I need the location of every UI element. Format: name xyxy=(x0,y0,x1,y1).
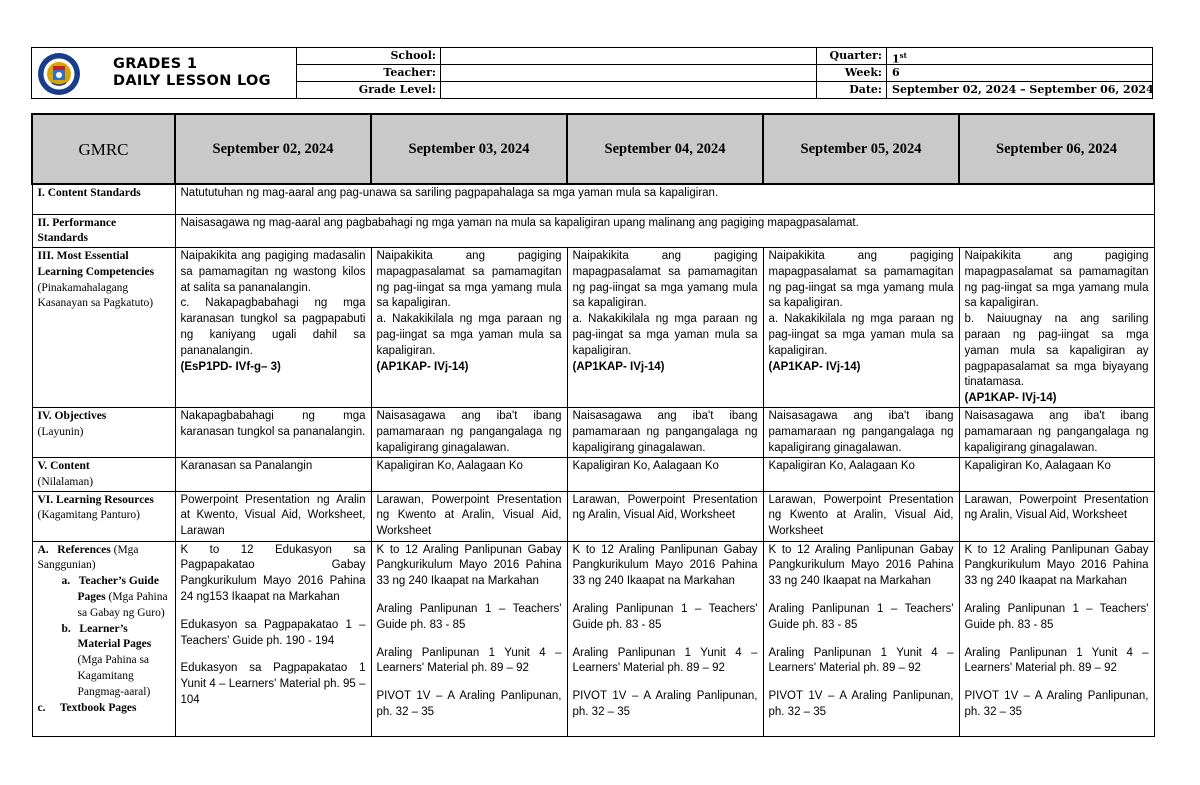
objective-cell: Naisasagawa ang iba't ibang pamamaraan ng pangangalaga ng kapaligirang ginagalawan. xyxy=(763,408,959,458)
melc-row xyxy=(32,248,1154,408)
day-header: September 06, 2024 xyxy=(959,114,1154,184)
objective-cell: Naisasagawa ang iba't ibang pamamaraan ng pangangalaga ng kapaligirang ginagalawan. xyxy=(567,408,763,458)
day-header: September 03, 2024 xyxy=(371,114,567,184)
grade-level-label: Grade Level: xyxy=(358,83,436,96)
table-header-row xyxy=(32,114,1154,184)
row-label: VI. Learning Resources (Kagamitang Panturo) xyxy=(32,491,175,541)
day-header: September 04, 2024 xyxy=(567,114,763,184)
resources-cell: Larawan, Powerpoint Presentation ng Kwento at Aralin, Visual Aid, Worksheet xyxy=(763,491,959,541)
week-value: 6 xyxy=(892,66,900,79)
performance-standards-row xyxy=(32,214,1154,248)
teacher-label: Teacher: xyxy=(383,66,436,79)
content-standards-text: Natututuhan ng mag-aaral ang pag-unawa sa sariling pagpapahalaga sa mga yaman mula sa kapaligiran. xyxy=(175,184,1154,214)
row-label: IV. Objectives (Layunin) xyxy=(32,408,175,458)
subject-header: GMRC xyxy=(32,114,175,184)
objective-cell: Nakapagbabahagi ng mga karanasan tungkol sa pananalangin. xyxy=(175,408,371,458)
content-cell: Kapaligiran Ko, Aalagaan Ko xyxy=(763,458,959,492)
references-row xyxy=(32,541,1154,736)
content-cell: Kapaligiran Ko, Aalagaan Ko xyxy=(959,458,1154,492)
performance-standards-text: Naisasagawa ng mag-aaral ang pagbabahagi ng mga yaman na mula sa kapaligiran upang malinang ang pagiging mapagpasalamat. xyxy=(175,214,1154,248)
content-cell: Karanasan sa Panalangin xyxy=(175,458,371,492)
content-standards-row xyxy=(32,184,1154,214)
objectives-row xyxy=(32,408,1154,458)
log-title xyxy=(113,56,271,90)
objective-cell: Naisasagawa ang iba't ibang pamamaraan ng pangangalaga ng kapaligirang ginagalawan. xyxy=(371,408,567,458)
row-label: V. Content (Nilalaman) xyxy=(32,458,175,492)
date-label: Date: xyxy=(849,83,882,96)
date-value: September 02, 2024 – September 06, 2024 xyxy=(892,83,1154,96)
resources-cell: Larawan, Powerpoint Presentation ng Aralin, Visual Aid, Worksheet xyxy=(567,491,763,541)
melc-cell: Naipakikita ang pagiging mapagpasalamat sa pamamagitan ng pag-iingat sa mga yamang mula sa kapaligiran. b. Naiuugnay na ang sariling paraan ng pag-iingat sa mga yaman mula sa kapaligiran ay pagpapasalamat sa mga biyayang tinatamasa. (AP1KAP- IVj-14) xyxy=(959,248,1154,408)
day-header: September 05, 2024 xyxy=(763,114,959,184)
melc-cell: Naipakikita ang pagiging madasalin sa pamamagitan ng wastong kilos at salita sa pananalangin. c. Nakapagbabahagi ng mga karanasan tungkol sa pagpapabuti ng kaniyang ugali dahil sa pananalangin. (EsP1PD- IVf-g– 3) xyxy=(175,248,371,408)
quarter-value: 1st xyxy=(892,51,907,66)
resources-cell: Powerpoint Presentation ng Aralin at Kwento, Visual Aid, Worksheet, Larawan xyxy=(175,491,371,541)
references-cell: K to 12 Araling Panlipunan Gabay Pangkurikulum Mayo 2016 Pahina 33 ng 240 Ikaapat na Markahan Araling Panlipunan 1 – Teachers' Guide ph. 83 - 85 Araling Panlipunan 1 Yunit 4 – Learners' Material ph. 89 – 92 PIVOT 1V – A Araling Panlipunan, ph. 32 – 35 xyxy=(567,541,763,736)
quarter-label: Quarter: xyxy=(829,49,882,62)
row-label: II. Performance Standards xyxy=(32,214,175,248)
references-cell: K to 12 Edukasyon sa Pagpapakatao Gabay Pangkurikulum Mayo 2016 Pahina 24 ng153 Ikaapat na Markahan Edukasyon sa Pagpapakatao 1 – Teachers' Guide ph. 190 - 194 Edukasyon sa Pagpapakatao 1 Yunit 4 – Learners' Material ph. 95 – 104 xyxy=(175,541,371,736)
objective-cell: Naisasagawa ang iba't ibang pamamaraan ng pangangalaga ng kapaligirang ginagalawan. xyxy=(959,408,1154,458)
references-label: A. References (Mga Sanggunian) a. Teacher’s Guide Pages (Mga Pahina sa Gabay ng Guro) b. Learner’s Material Pages (Mga Pahina sa Kagamitang Pangmag-aaral) c. Textbook Pages xyxy=(32,541,175,736)
melc-cell: Naipakikita ang pagiging mapagpasalamat sa pamamagitan ng pag-iingat sa mga yamang mula sa kapaligiran. a. Nakakikilala ng mga paraan ng pag-iingat sa mga yaman mula sa kapaligiran. (AP1KAP- IVj-14) xyxy=(371,248,567,408)
content-row xyxy=(32,458,1154,492)
melc-cell: Naipakikita ang pagiging mapagpasalamat sa pamamagitan ng pag-iingat sa mga yamang mula sa kapaligiran. a. Nakakikilala ng mga paraan ng pag-iingat sa mga yaman mula sa kapaligiran. (AP1KAP- IVj-14) xyxy=(763,248,959,408)
learning-resources-row xyxy=(32,491,1154,541)
daily-lesson-log-table xyxy=(31,113,1155,737)
references-cell: K to 12 Araling Panlipunan Gabay Pangkurikulum Mayo 2016 Pahina 33 ng 240 Ikaapat na Markahan Araling Panlipunan 1 – Teachers' Guide ph. 83 - 85 Araling Panlipunan 1 Yunit 4 – Learners' Material ph. 89 – 92 PIVOT 1V – A Araling Panlipunan, ph. 32 – 35 xyxy=(959,541,1154,736)
grade-title: GRADES 1 xyxy=(113,56,198,72)
deped-seal-logo xyxy=(37,52,81,96)
resources-cell: Larawan, Powerpoint Presentation ng Aralin, Visual Aid, Worksheet xyxy=(959,491,1154,541)
week-label: Week: xyxy=(844,66,882,79)
resources-cell: Larawan, Powerpoint Presentation ng Kwento at Aralin, Visual Aid, Worksheet xyxy=(371,491,567,541)
row-label: III. Most Essential Learning Competencies (Pinakamahalagang Kasanayan sa Pagkatuto) xyxy=(32,248,175,408)
school-label: School: xyxy=(390,49,436,62)
references-cell: K to 12 Araling Panlipunan Gabay Pangkurikulum Mayo 2016 Pahina 33 ng 240 Ikaapat na Markahan Araling Panlipunan 1 – Teachers' Guide ph. 83 - 85 Araling Panlipunan 1 Yunit 4 – Learners' Material ph. 89 – 92 PIVOT 1V – A Araling Panlipunan, ph. 32 – 35 xyxy=(763,541,959,736)
content-cell: Kapaligiran Ko, Aalagaan Ko xyxy=(371,458,567,492)
references-cell: K to 12 Araling Panlipunan Gabay Pangkurikulum Mayo 2016 Pahina 33 ng 240 Ikaapat na Markahan Araling Panlipunan 1 – Teachers' Guide ph. 83 - 85 Araling Panlipunan 1 Yunit 4 – Learners' Material ph. 89 – 92 PIVOT 1V – A Araling Panlipunan, ph. 32 – 35 xyxy=(371,541,567,736)
lesson-log-header xyxy=(31,47,1153,99)
melc-cell: Naipakikita ang pagiging mapagpasalamat sa pamamagitan ng pag-iingat sa mga yamang mula sa kapaligiran. a. Nakakikilala ng mga paraan ng pag-iingat sa mga yaman mula sa kapaligiran. (AP1KAP- IVj-14) xyxy=(567,248,763,408)
content-cell: Kapaligiran Ko, Aalagaan Ko xyxy=(567,458,763,492)
row-label: I. Content Standards xyxy=(32,184,175,214)
log-type-title: DAILY LESSON LOG xyxy=(113,73,271,89)
day-header: September 02, 2024 xyxy=(175,114,371,184)
